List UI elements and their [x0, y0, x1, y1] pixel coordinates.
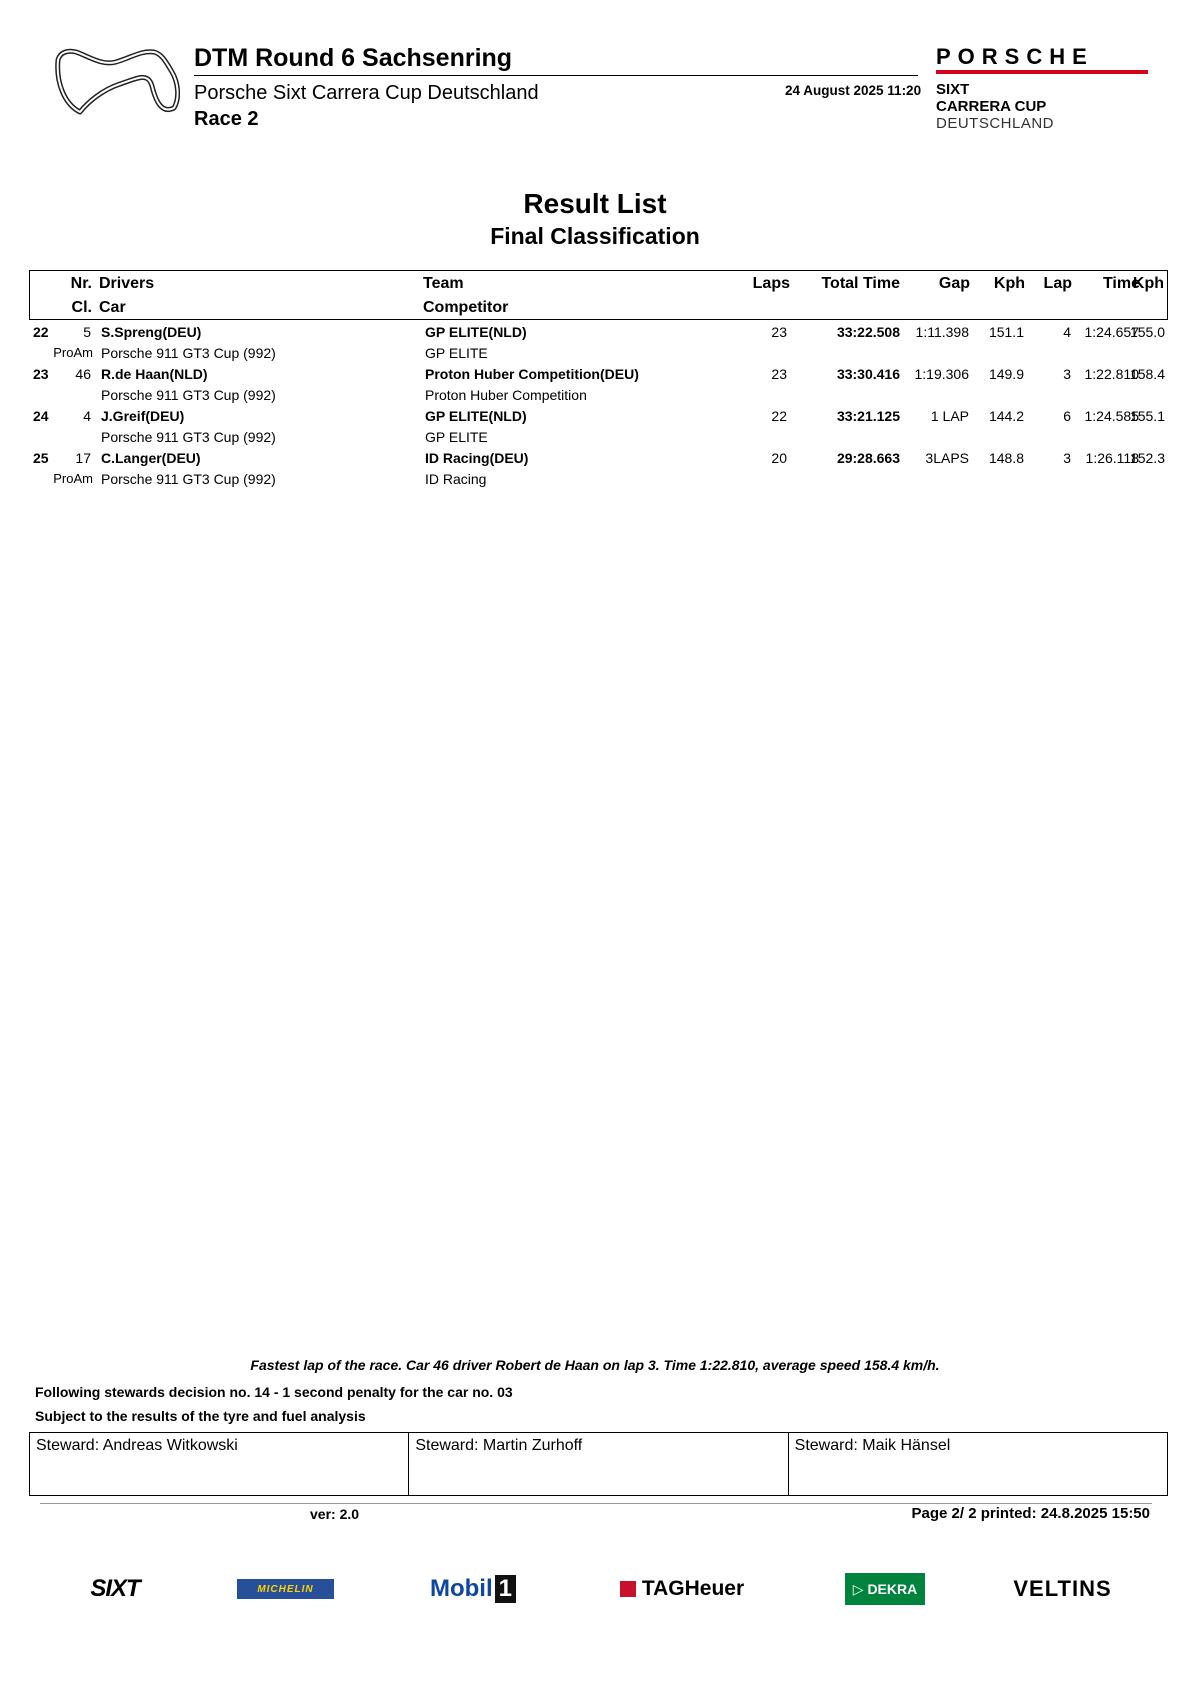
- header-divider: [194, 75, 918, 76]
- best-lap-time: 1:22.810: [1084, 366, 1139, 382]
- table-row: [29, 323, 1168, 365]
- results-table-header: [29, 270, 1168, 320]
- porsche-wordmark: PORSCHE: [936, 44, 1094, 69]
- stewards-box: [29, 1432, 1168, 1496]
- laps: 22: [771, 408, 787, 424]
- gap: 1 LAP: [930, 408, 969, 424]
- team-name: GP ELITE(NLD): [425, 324, 527, 340]
- stewards-decision-note: Following stewards decision no. 14 - 1 second penalty for the car no. 03: [35, 1384, 513, 1400]
- gap: 3LAPS: [925, 450, 969, 466]
- laps: 23: [771, 366, 787, 382]
- best-lap: 4: [1063, 324, 1071, 340]
- analysis-note: Subject to the results of the tyre and fuel analysis: [35, 1408, 366, 1424]
- car-model: Porsche 911 GT3 Cup (992): [101, 345, 276, 361]
- best-lap: 6: [1063, 408, 1071, 424]
- best-lap-kph: 158.4: [1129, 366, 1165, 382]
- position: 22: [33, 324, 49, 340]
- best-lap: 3: [1063, 450, 1071, 466]
- total-time: 33:30.416: [836, 366, 900, 382]
- best-lap-kph: 155.1: [1129, 408, 1165, 424]
- best-lap-time: 1:24.657: [1084, 324, 1139, 340]
- footer-divider: [40, 1503, 1152, 1504]
- tagheuer-wordmark: TAGHeuer: [641, 1577, 745, 1600]
- avg-kph: 144.2: [988, 408, 1024, 424]
- col-nr: Nr.: [70, 275, 92, 292]
- brand-line-deutschland: DEUTSCHLAND: [936, 115, 1055, 132]
- col-kph: Kph: [993, 275, 1025, 292]
- porsche-carrera-cup-logo: [936, 46, 1151, 132]
- page-info: Page 2/ 2 printed: 24.8.2025 15:50: [911, 1505, 1150, 1522]
- car-model: Porsche 911 GT3 Cup (992): [101, 429, 276, 445]
- col-best-lap: Lap: [1043, 275, 1072, 292]
- car-number: 17: [75, 450, 91, 466]
- best-lap-kph: 155.0: [1129, 324, 1165, 340]
- steward-2: Steward: Martin Zurhoff: [409, 1433, 788, 1495]
- class: ProAm: [53, 471, 93, 486]
- race-date: 24 August 2025 11:20: [785, 83, 922, 98]
- avg-kph: 149.9: [988, 366, 1024, 382]
- total-time: 29:28.663: [836, 450, 900, 466]
- table-row: [29, 407, 1168, 449]
- mobil-one-mark: 1: [495, 1575, 516, 1603]
- brand-line-sixt: SIXT: [936, 81, 970, 98]
- competitor: ID Racing: [425, 471, 487, 487]
- mobil1-logo: [428, 1572, 518, 1606]
- driver-name: R.de Haan(NLD): [101, 366, 208, 382]
- col-car: Car: [99, 299, 126, 316]
- track-map-icon: [50, 42, 180, 122]
- team-name: Proton Huber Competition(DEU): [425, 366, 639, 382]
- steward-3: Steward: Maik Hänsel: [794, 1437, 951, 1454]
- position: 23: [33, 366, 49, 382]
- competitor: GP ELITE: [425, 429, 488, 445]
- car-number: 5: [83, 324, 91, 340]
- brand-red-bar: [936, 70, 1148, 74]
- car-number: 46: [75, 366, 91, 382]
- dekra-logo: [845, 1573, 925, 1605]
- event-title: DTM Round 6 Sachsenring: [194, 44, 513, 72]
- table-row: [29, 365, 1168, 407]
- best-lap: 3: [1063, 366, 1071, 382]
- col-laps: Laps: [752, 275, 790, 292]
- race-name: Race 2: [194, 108, 259, 130]
- sixt-logo: SIXT: [90, 1575, 140, 1602]
- col-competitor: Competitor: [423, 299, 509, 316]
- class: ProAm: [53, 345, 93, 360]
- document-subtitle: Final Classification: [490, 223, 700, 249]
- position: 24: [33, 408, 49, 424]
- avg-kph: 148.8: [988, 450, 1024, 466]
- version-label: ver: 2.0: [310, 1506, 360, 1522]
- competitor: GP ELITE: [425, 345, 488, 361]
- laps: 23: [771, 324, 787, 340]
- best-lap-kph: 152.3: [1129, 450, 1165, 466]
- col-drivers: Drivers: [99, 275, 155, 292]
- michelin-logo: MICHELIN: [237, 1579, 334, 1599]
- dekra-arrow-icon: ▷: [852, 1580, 868, 1597]
- team-name: ID Racing(DEU): [425, 450, 529, 466]
- avg-kph: 151.1: [988, 324, 1024, 340]
- dekra-wordmark: DEKRA: [867, 1581, 918, 1597]
- best-lap-time: 1:26.118: [1085, 450, 1139, 466]
- total-time: 33:22.508: [836, 324, 900, 340]
- car-model: Porsche 911 GT3 Cup (992): [101, 387, 276, 403]
- steward-1: Steward: Andreas Witkowski: [30, 1433, 409, 1495]
- col-best-time: Time: [1102, 275, 1140, 292]
- driver-name: S.Spreng(DEU): [101, 324, 202, 340]
- col-cl: Cl.: [71, 299, 92, 316]
- team-name: GP ELITE(NLD): [425, 408, 527, 424]
- laps: 20: [771, 450, 787, 466]
- car-model: Porsche 911 GT3 Cup (992): [101, 471, 276, 487]
- mobil-wordmark: Mobil: [429, 1575, 493, 1602]
- col-team: Team: [423, 275, 464, 292]
- gap: 1:19.306: [914, 366, 969, 382]
- position: 25: [33, 450, 49, 466]
- col-best-kph: Kph: [1132, 275, 1164, 292]
- best-lap-time: 1:24.585: [1084, 408, 1139, 424]
- brand-line-carrera-cup: CARRERA CUP: [936, 98, 1047, 115]
- car-number: 4: [83, 408, 91, 424]
- series-name: Porsche Sixt Carrera Cup Deutschland: [194, 82, 539, 104]
- total-time: 33:21.125: [836, 408, 900, 424]
- fastest-lap-note: Fastest lap of the race. Car 46 driver Robert de Haan on lap 3. Time 1:22.810, average speed 158.4 km/h.: [250, 1357, 940, 1373]
- veltins-logo: VELTINS: [1013, 1576, 1112, 1601]
- gap: 1:11.398: [915, 324, 969, 340]
- competitor: Proton Huber Competition: [425, 387, 587, 403]
- tagheuer-logo: [612, 1572, 752, 1606]
- document-title: Result List: [523, 188, 667, 219]
- tagheuer-shield-icon: [620, 1581, 636, 1597]
- col-gap: Gap: [938, 275, 970, 292]
- table-row: [29, 449, 1168, 491]
- col-total-time: Total Time: [821, 275, 900, 292]
- driver-name: C.Langer(DEU): [101, 450, 201, 466]
- driver-name: J.Greif(DEU): [101, 408, 185, 424]
